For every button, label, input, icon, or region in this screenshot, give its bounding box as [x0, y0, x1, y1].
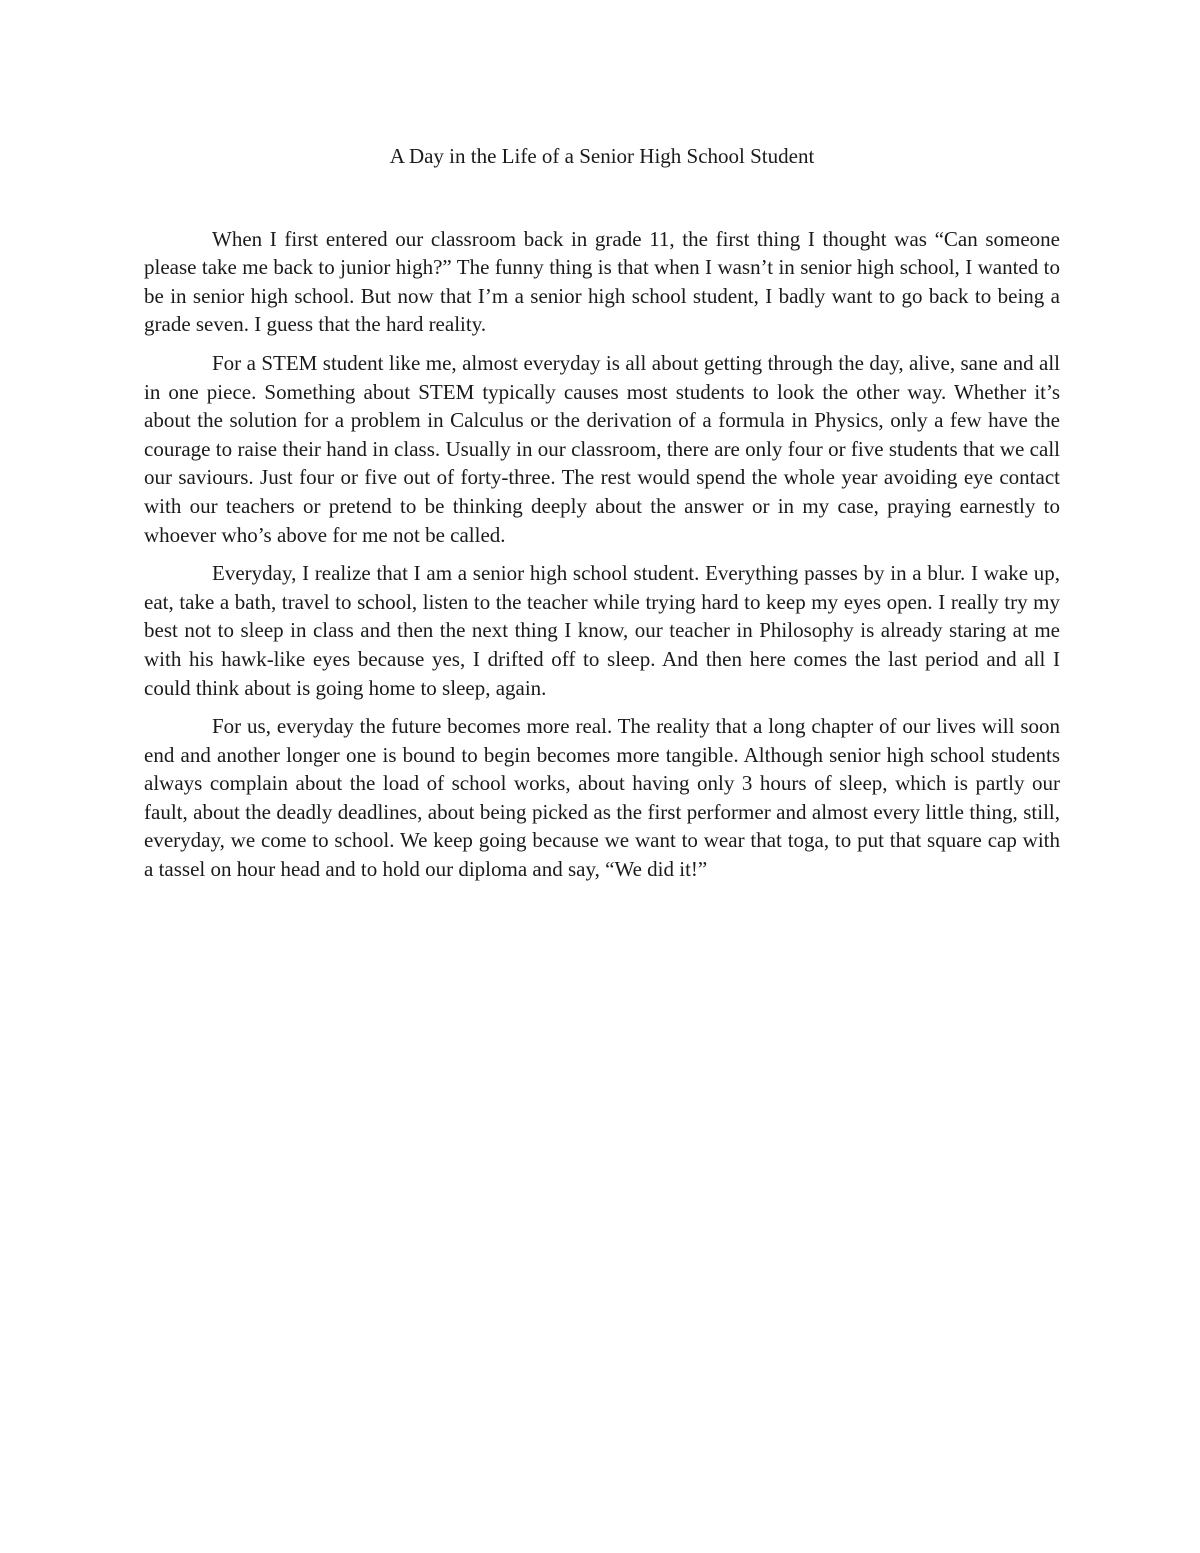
paragraph-3: Everyday, I realize that I am a senior high school student. Everything passes by in a blur. I wake up, eat, take a bath, travel to school, listen to the teacher while trying hard to keep my eyes open. I really try my best not to sleep in class and then the next thing I know, our teacher in Philosophy is already staring at me with his hawk-like eyes because yes, I drifted off to sleep. And then here comes the last period and all I could think about is going home to sleep, again.	[144, 561, 1060, 700]
document-title: A Day in the Life of a Senior High School Student	[389, 144, 815, 168]
paragraph-1: When I first entered our classroom back in grade 11, the first thing I thought was “Can someone please take me back to junior high?” The funny thing is that when I wasn’t in senior high school, I wanted to be in senior high school. But now that I’m a senior high school student, I badly want to go back to being a grade seven. I guess that the hard reality.	[144, 226, 1060, 337]
document-body	[144, 142, 1060, 894]
paragraph-4: For us, everyday the future becomes more real. The reality that a long chapter of our lives will soon end and another longer one is bound to begin becomes more tangible. Although senior high school students always complain about the load of school works, about having only 3 hours of sleep, which is partly our fault, about the deadly deadlines, about being picked as the first performer and almost every little thing, still, everyday, we come to school. We keep going because we want to wear that toga, to put that square cap with a tassel on hour head and to hold our diploma and say, “We did it!”	[144, 714, 1060, 882]
paragraph-2: For a STEM student like me, almost everyday is all about getting through the day, alive, sane and all in one piece. Something about STEM typically causes most students to look the other way. Whether it’s about the solution for a problem in Calculus or the derivation of a formula in Physics, only a few have the courage to raise their hand in class. Usually in our classroom, there are only four or five students that we call our saviours. Just four or five out of forty-three. The rest would spend the whole year avoiding eye contact with our teachers or pretend to be thinking deeply about the answer or in my case, praying earnestly to whoever who’s above for me not be called.	[144, 350, 1060, 547]
